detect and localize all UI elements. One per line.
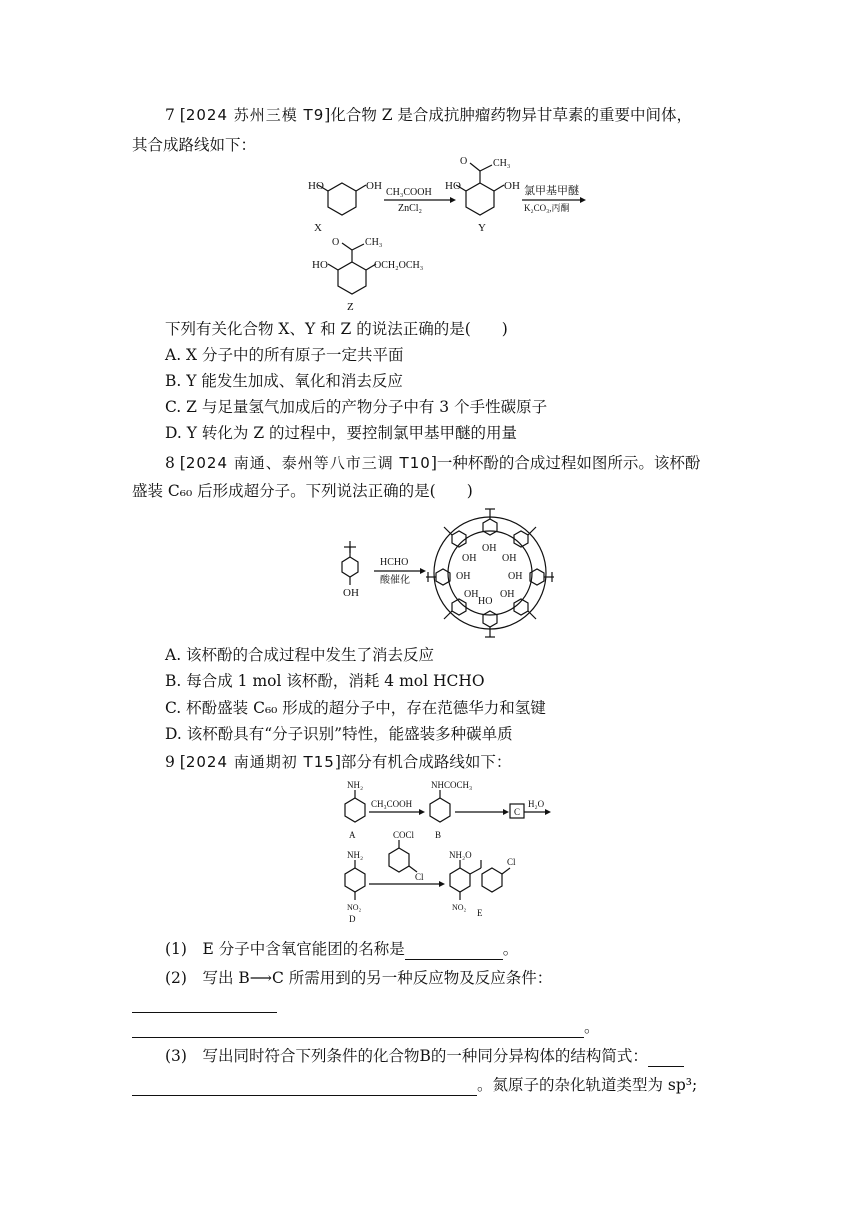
compound-x-structure	[308, 180, 382, 234]
q7-option-a: A. X 分子中的所有原子一定共平面	[165, 346, 404, 364]
label-e: E	[477, 908, 483, 918]
q9-sub3-text: (3) 写出同时符合下列条件的化合物B的一种同分异构体的结构简式：	[165, 1047, 648, 1065]
tert-butylphenol-structure	[342, 541, 359, 599]
calix-oh-3: OH	[502, 553, 517, 564]
reagent1-top: CH₃COOH	[386, 187, 432, 198]
calix-oh-4: OH	[456, 571, 471, 582]
reagent-hcho: HCHO	[380, 557, 409, 568]
reagent-h2o: H₂O	[528, 799, 545, 809]
e-no2: NO₂	[452, 903, 467, 912]
z-ho: HO	[312, 259, 328, 271]
e-cl: Cl	[507, 857, 516, 867]
label-d: D	[349, 914, 356, 924]
arrow-b-to-c	[455, 799, 551, 818]
q9-source: 2024 南通期初 T15	[185, 753, 335, 771]
q7-number: 7 [	[165, 106, 186, 124]
q9-sub3	[165, 1045, 684, 1067]
compound-z-structure	[312, 237, 423, 313]
q7-option-c: C. Z 与足量氢气加成后的产物分子中有 3 个手性碳原子	[165, 398, 548, 416]
q9-sub1	[165, 938, 518, 960]
compound-y-structure	[445, 156, 520, 234]
reagent-cocl: COCl	[393, 830, 415, 840]
q8-source: 2024 南通、泰州等八市三调 T10	[185, 454, 431, 472]
q9-number: 9 [	[165, 753, 186, 771]
calix-oh-6: OH	[464, 589, 479, 600]
q9-sub2-answer-blank-1[interactable]	[132, 996, 277, 1013]
q8-option-b: B. 每合成 1 mol 该杯酚，消耗 4 mol HCHO	[165, 672, 485, 690]
calix-oh-7: OH	[500, 589, 515, 600]
calixarene-ring	[426, 509, 554, 637]
x-oh: OH	[366, 180, 382, 192]
q9-sub1-text: (1) E 分子中含氧官能团的名称是	[165, 940, 405, 958]
q9-sub2-line2	[132, 1016, 600, 1038]
z-o: O	[332, 237, 340, 248]
q9-synthesis-scheme	[335, 776, 565, 926]
reagent1-bottom: ZnCl₂	[398, 203, 423, 214]
b-nhcoch3: NHCOCH₃	[431, 780, 473, 790]
q8-calixarene-scheme	[330, 505, 580, 640]
arrow-a-to-b	[369, 799, 425, 815]
q7-source: 2024 苏州三模 T9	[185, 106, 325, 124]
compound-e-structure	[449, 850, 516, 918]
arrow-hcho	[374, 557, 426, 586]
compound-a-structure	[345, 780, 365, 840]
phenol-oh: OH	[343, 587, 359, 599]
q7-stem-text: ]化合物 Z 是合成抗肿瘤药物异甘草素的重要中间体，	[324, 106, 692, 124]
arrow-d-to-e	[369, 830, 445, 887]
q7-option-d: D. Y 转化为 Z 的过程中，要控制氯甲基甲醚的用量	[165, 424, 518, 442]
reagent2-top: 氯甲基甲醚	[524, 185, 579, 197]
q9-sub1-answer-blank[interactable]	[405, 943, 503, 960]
q8-option-d: D. 该杯酚具有“分子识别”特性，能盛装多种碳单质	[165, 725, 513, 743]
q8-stem-line1	[165, 452, 700, 474]
q7-stem-line1	[165, 104, 692, 126]
q8-stem-text: ]一种杯酚的合成过程如图所示。该杯酚	[430, 454, 701, 472]
x-ho: HO	[308, 180, 324, 192]
label-b: B	[435, 830, 442, 840]
compound-d-structure	[345, 850, 365, 924]
reagent2-bottom: K₂CO₃,丙酮	[524, 203, 570, 213]
q8-option-c: C. 杯酚盛装 C₆₀ 形成的超分子中，存在范德华力和氢键	[165, 699, 546, 717]
q7-stem-line2: 其合成路线如下：	[132, 136, 257, 154]
compound-b-structure	[430, 780, 472, 840]
y-o: O	[460, 156, 468, 167]
label-a: A	[349, 830, 356, 840]
calix-oh-5: OH	[508, 571, 523, 582]
calix-ho: HO	[478, 596, 493, 607]
q8-stem-line2: 盛装 C₆₀ 后形成超分子。下列说法正确的是( )	[132, 482, 473, 500]
q7-option-b: B. Y 能发生加成、氧化和消去反应	[165, 372, 403, 390]
label-x: X	[314, 222, 322, 234]
q7-synthesis-scheme	[300, 155, 600, 315]
a-nh2: NH₂	[347, 780, 364, 790]
arrow-2	[522, 183, 586, 213]
q9-sub1-period: 。	[502, 940, 519, 958]
q9-sub3-answer-blank-1[interactable]	[648, 1050, 684, 1067]
q9-sub3-tail: 。氮原子的杂化轨道类型为 sp³;	[477, 1076, 698, 1094]
q9-stem	[165, 751, 511, 773]
e-nh2o: NH₂O	[449, 850, 472, 860]
box-c: C	[514, 807, 521, 817]
q9-sub2-period: 。	[584, 1018, 600, 1036]
q7-question: 下列有关化合物 X、Y 和 Z 的说法正确的是( )	[165, 320, 508, 338]
q9-sub3-line2	[132, 1074, 697, 1096]
z-och2och3: OCH₂OCH₃	[374, 260, 424, 271]
q9-stem-text: ]部分有机合成路线如下：	[334, 753, 512, 771]
label-y: Y	[478, 222, 486, 234]
q8-option-a: A. 该杯酚的合成过程中发生了消去反应	[165, 646, 435, 664]
calix-oh-2: OH	[462, 553, 477, 564]
calix-oh-1: OH	[482, 543, 497, 554]
z-ch3: CH₃	[365, 237, 383, 248]
d-nh2: NH₂	[347, 850, 364, 860]
y-ch3: CH₃	[493, 158, 511, 169]
y-ho: HO	[445, 180, 461, 192]
q9-sub2: (2) 写出 B⟶C 所需用到的另一种反应物及反应条件：	[165, 969, 553, 987]
d-no2: NO₂	[347, 903, 362, 912]
reagent-ch3cooh: CH₃COOH	[371, 799, 413, 809]
reagent-acid: 酸催化	[380, 575, 410, 586]
reagent-cl: Cl	[415, 872, 424, 882]
q8-number: 8 [	[165, 454, 186, 472]
q9-sub3-answer-blank-2[interactable]	[132, 1079, 477, 1096]
y-oh: OH	[504, 180, 520, 192]
q9-sub2-answer-blank-2[interactable]	[132, 1021, 584, 1038]
label-z: Z	[347, 301, 354, 313]
